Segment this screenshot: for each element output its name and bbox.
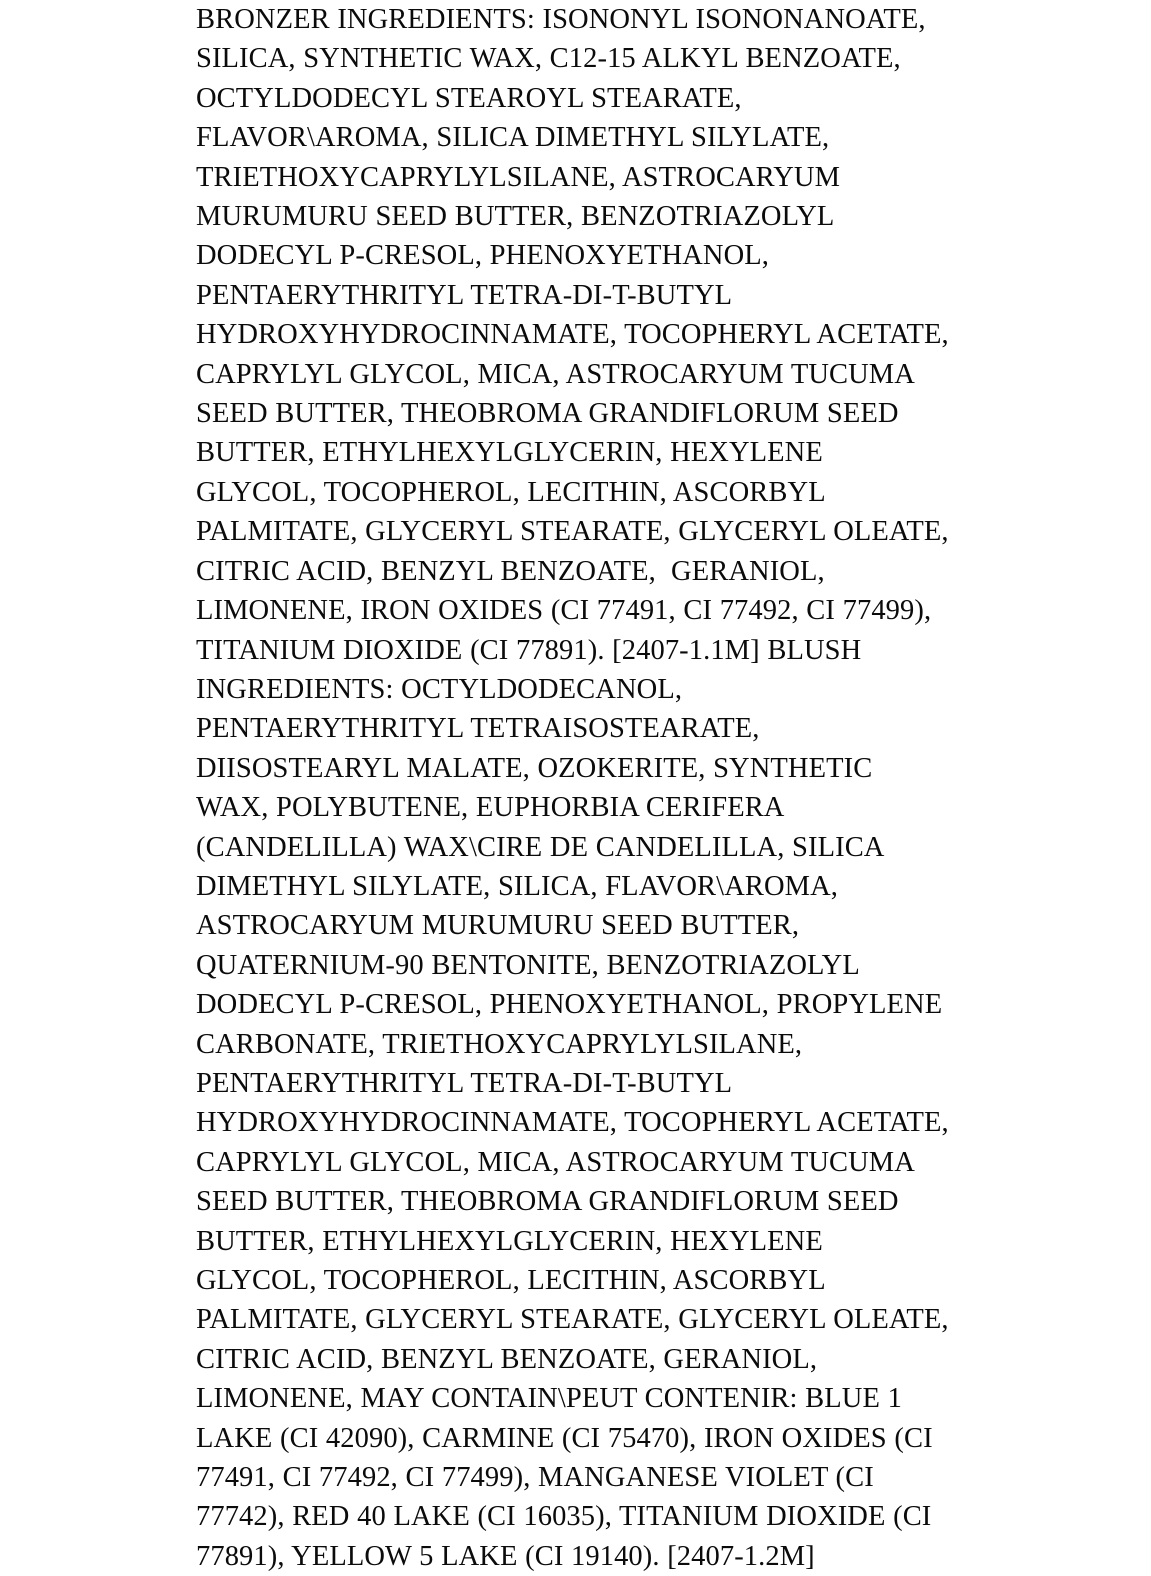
ingredients-paragraph: BRONZER INGREDIENTS: ISONONYL ISONONANOATE, SILICA, SYNTHETIC WAX, C12-15 ALKYL BENZOATE, OCTYLDODECYL STEAROYL STEARATE, FLAVOR\AROMA, SILICA DIMETHYL SILYLATE, TRIETHOXYCAPRYLYLSILANE, ASTROCARYUM MURUMURU SEED BUTTER, BENZOTRIAZOLYL DODECYL P-CRESOL, PHENOXYETHANOL, PENTAERYTHRITYL TETRA-DI-T-BUTYL HYDROXYHYDROCINNAMATE, TOCOPHERYL ACETATE, CAPRYLYL GLYCOL, MICA, ASTROCARYUM TUCUMA SEED BUTTER, THEOBROMA GRANDIFLORUM SEED BUTTER, ETHYLHEXYLGLYCERIN, HEXYLENE GLYCOL, TOCOPHEROL, LECITHIN, ASCORBYL PALMITATE, GLYCERYL STEARATE, GLYCERYL OLEATE, CITRIC ACID, BENZYL BENZOATE, GERANIOL, LIMONENE, IRON OXIDES (CI 77491, CI 77492, CI 77499), TITANIUM DIOXIDE (CI 77891). [2407-1.1M] BLUSH INGREDIENTS: OCTYLDODECANOL, PENTAERYTHRITYL TETRAISOSTEARATE, DIISOSTEARYL MALATE, OZOKERITE, SYNTHETIC WAX, POLYBUTENE, EUPHORBIA CERIFERA (CANDELILLA) WAX\CIRE DE CANDELILLA, SILICA DIMETHYL SILYLATE, SILICA, FLAVOR\AROMA, ASTROCARYUM MURUMURU SEED BUTTER, QUATERNIUM-90 BENTONITE, BENZOTRIAZOLYL DODECYL P-CRESOL, PHENOXYETHANOL, PROPYLENE CARBONATE, TRIETHOXYCAPRYLYLSILANE, PENTAERYTHRITYL TETRA-DI-T-BUTYL HYDROXYHYDROCINNAMATE, TOCOPHERYL ACETATE, CAPRYLYL GLYCOL, MICA, ASTROCARYUM TUCUMA SEED BUTTER, THEOBROMA GRANDIFLORUM SEED BUTTER, ETHYLHEXYLGLYCERIN, HEXYLENE GLYCOL, TOCOPHEROL, LECITHIN, ASCORBYL PALMITATE, GLYCERYL STEARATE, GLYCERYL OLEATE, CITRIC ACID, BENZYL BENZOATE, GERANIOL, LIMONENE, MAY CONTAIN\PEUT CONTENIR: BLUE 1 LAKE (CI 42090), CARMINE (CI 75470), IRON OXIDES (CI 77491, CI 77492, CI 77499), MANGANESE VIOLET (CI 77742), RED 40 LAKE (CI 16035), TITANIUM DIOXIDE (CI 77891), YELLOW 5 LAKE (CI 19140). [2407-1.2M] [196,4,957,1572]
